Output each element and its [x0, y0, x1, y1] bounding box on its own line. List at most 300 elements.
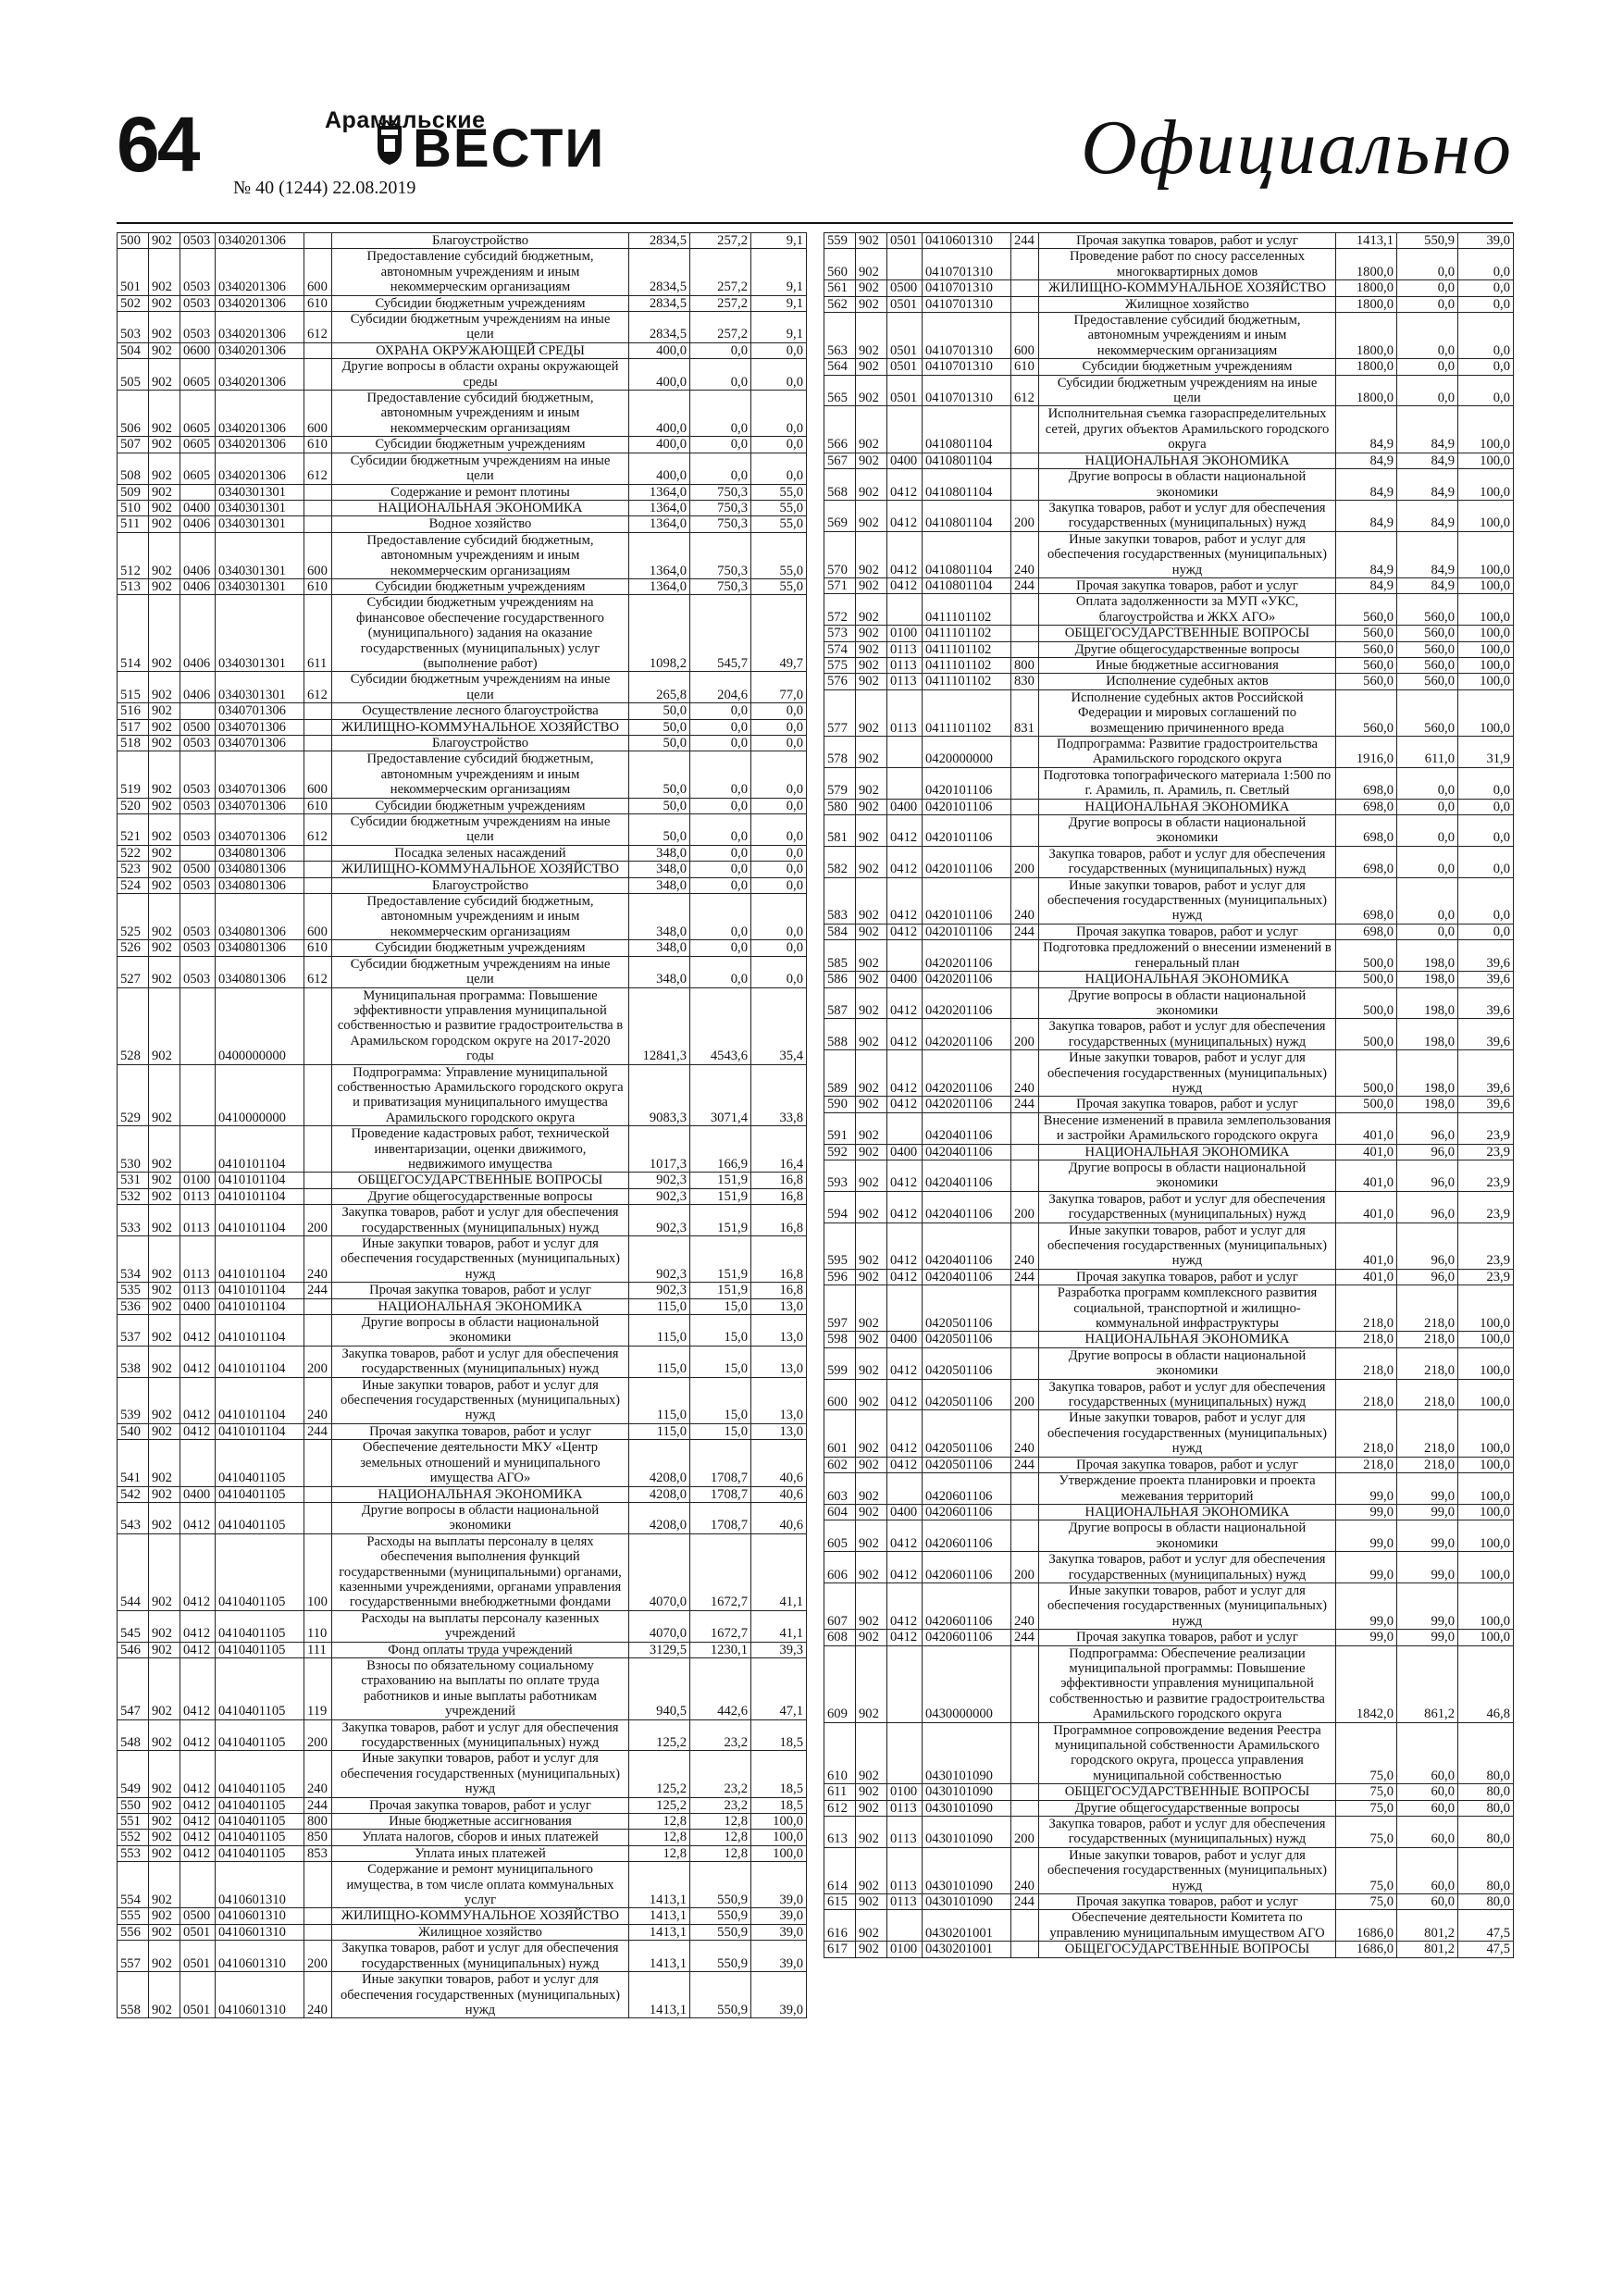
admin-code: 902: [149, 453, 180, 484]
table-row: [824, 1160, 1514, 1191]
target-code: 0420501106: [923, 1285, 1011, 1332]
item-name: Водное хозяйство: [332, 516, 629, 532]
table-row: [824, 641, 1514, 657]
planned-amount: 115,0: [629, 1423, 690, 1439]
expense-type-code: 244: [1011, 1630, 1039, 1645]
admin-code: 902: [856, 280, 887, 296]
expense-type-code: 111: [304, 1642, 332, 1657]
row-number: 554: [118, 1862, 149, 1908]
admin-code: 902: [149, 1315, 180, 1347]
target-code: 0420401106: [923, 1112, 1011, 1144]
item-name: Закупка товаров, работ и услуг для обеспечения государственных (муниципальных) нужд: [1039, 1379, 1336, 1410]
admin-code: 902: [856, 1520, 887, 1552]
row-number: 559: [824, 233, 856, 249]
table-row: [118, 1298, 807, 1314]
row-number: 581: [824, 815, 856, 847]
target-code: 0410801104: [923, 531, 1011, 577]
expense-type-code: 610: [304, 437, 332, 453]
item-name: Субсидии бюджетным учреждениям на иные цели: [332, 672, 629, 703]
table-row: [118, 295, 807, 311]
item-name: Субсидии бюджетным учреждениям: [332, 798, 629, 813]
execution-percent: 0,0: [1458, 767, 1514, 799]
section-code: 0113: [887, 641, 923, 657]
section-code: 0113: [887, 1894, 923, 1910]
item-name: Предоставление субсидий бюджетным, автономным учреждениям и иным некоммерческим организациям: [332, 391, 629, 437]
expense-type-code: [1011, 626, 1039, 641]
item-name: Предоставление субсидий бюджетным, автономным учреждениям и иным некоммерческим организациям: [332, 751, 629, 798]
execution-percent: 0,0: [751, 751, 807, 798]
item-name: Прочая закупка товаров, работ и услуг: [332, 1283, 629, 1298]
executed-amount: 550,9: [690, 1862, 751, 1908]
executed-amount: 84,9: [1397, 577, 1458, 593]
execution-percent: 23,9: [1458, 1160, 1514, 1191]
row-number: 596: [824, 1269, 856, 1285]
expense-type-code: [304, 862, 332, 877]
planned-amount: 902,3: [629, 1173, 690, 1188]
admin-code: 902: [856, 1847, 887, 1893]
admin-code: 902: [856, 1379, 887, 1410]
target-code: 0340801306: [216, 940, 304, 956]
expense-type-code: 244: [304, 1797, 332, 1813]
item-name: Иные закупки товаров, работ и услуг для обеспечения государственных (муниципальных) нужд: [1039, 1582, 1336, 1629]
target-code: 0420201106: [923, 1019, 1011, 1050]
admin-code: 902: [149, 1797, 180, 1813]
item-name: Жилищное хозяйство: [1039, 296, 1336, 312]
planned-amount: 560,0: [1336, 689, 1397, 736]
section-code: [887, 1910, 923, 1942]
table-row: [118, 1377, 807, 1423]
planned-amount: 50,0: [629, 736, 690, 751]
execution-percent: 16,8: [751, 1205, 807, 1236]
row-number: 611: [824, 1784, 856, 1800]
target-code: 0411101102: [923, 626, 1011, 641]
item-name: Иные закупки товаров, работ и услуг для обеспечения государственных (муниципальных) нужд: [1039, 531, 1336, 577]
row-number: 503: [118, 312, 149, 343]
table-row: [118, 342, 807, 358]
planned-amount: 75,0: [1336, 1722, 1397, 1784]
planned-amount: 902,3: [629, 1236, 690, 1283]
execution-percent: 0,0: [751, 703, 807, 719]
section-code: 0406: [180, 672, 216, 703]
executed-amount: 0,0: [690, 798, 751, 813]
admin-code: 902: [149, 249, 180, 295]
admin-code: 902: [149, 233, 180, 249]
item-name: Уплата налогов, сборов и иных платежей: [332, 1830, 629, 1845]
execution-percent: 0,0: [1458, 280, 1514, 296]
target-code: 0420101106: [923, 799, 1011, 814]
item-name: Прочая закупка товаров, работ и услуг: [1039, 577, 1336, 593]
executed-amount: 750,3: [690, 500, 751, 515]
section-code: 0412: [180, 1423, 216, 1439]
planned-amount: 9083,3: [629, 1064, 690, 1126]
expense-type-code: 610: [304, 798, 332, 813]
admin-code: 902: [149, 940, 180, 956]
target-code: 0410101104: [216, 1423, 304, 1439]
target-code: 0420501106: [923, 1332, 1011, 1347]
admin-code: 902: [856, 577, 887, 593]
planned-amount: 12,8: [629, 1814, 690, 1830]
expense-type-code: [304, 359, 332, 391]
row-number: 525: [118, 894, 149, 940]
expense-type-code: [1011, 1160, 1039, 1191]
admin-code: 902: [856, 1942, 887, 1957]
planned-amount: 348,0: [629, 862, 690, 877]
admin-code: 902: [149, 1908, 180, 1924]
admin-code: 902: [856, 1910, 887, 1942]
row-number: 526: [118, 940, 149, 956]
table-row: [118, 1814, 807, 1830]
expense-type-code: 200: [304, 1205, 332, 1236]
page-number: 64: [117, 101, 198, 188]
item-name: Прочая закупка товаров, работ и услуг: [1039, 1269, 1336, 1285]
item-name: Подпрограмма: Развитие градостроительства Арамильского городского округа: [1039, 737, 1336, 768]
section-code: 0412: [887, 1347, 923, 1379]
planned-amount: 125,2: [629, 1751, 690, 1797]
section-code: [180, 1440, 216, 1486]
section-code: 0400: [887, 1504, 923, 1520]
execution-percent: 39,6: [1458, 940, 1514, 972]
execution-percent: 80,0: [1458, 1847, 1514, 1893]
row-number: 534: [118, 1236, 149, 1283]
executed-amount: 0,0: [1397, 296, 1458, 312]
executed-amount: 0,0: [1397, 313, 1458, 359]
expense-type-code: 600: [1011, 313, 1039, 359]
section-code: 0400: [887, 799, 923, 814]
execution-percent: 33,8: [751, 1064, 807, 1126]
planned-amount: 99,0: [1336, 1504, 1397, 1520]
target-code: 0430101090: [923, 1800, 1011, 1816]
executed-amount: 96,0: [1397, 1191, 1458, 1222]
executed-amount: 15,0: [690, 1423, 751, 1439]
table-row: [824, 1332, 1514, 1347]
table-row: [118, 798, 807, 813]
row-number: 590: [824, 1097, 856, 1112]
target-code: 0410601310: [216, 1862, 304, 1908]
row-number: 608: [824, 1630, 856, 1645]
executed-amount: 99,0: [1397, 1520, 1458, 1552]
admin-code: 902: [856, 594, 887, 626]
executed-amount: 12,8: [690, 1830, 751, 1845]
item-name: Утверждение проекта планировки и проекта межевания территорий: [1039, 1473, 1336, 1505]
planned-amount: 1098,2: [629, 595, 690, 672]
target-code: 0420101106: [923, 815, 1011, 847]
executed-amount: 560,0: [1397, 674, 1458, 689]
row-number: 550: [118, 1797, 149, 1813]
expense-type-code: [1011, 815, 1039, 847]
execution-percent: 100,0: [1458, 657, 1514, 673]
item-name: Субсидии бюджетным учреждениям на финансовое обеспечение государственного (муниципального) задания на оказание государственных (муниципальных) услуг (выполнение работ): [332, 595, 629, 672]
item-name: Иные бюджетные ассигнования: [1039, 657, 1336, 673]
target-code: 0340201306: [216, 453, 304, 484]
expense-type-code: [1011, 1285, 1039, 1332]
table-row: [118, 1908, 807, 1924]
executed-amount: 218,0: [1397, 1347, 1458, 1379]
section-code: [887, 737, 923, 768]
item-name: Подготовка предложений о внесении изменений в генеральный план: [1039, 940, 1336, 972]
admin-code: 902: [856, 799, 887, 814]
item-name: Другие вопросы в области охраны окружающей среды: [332, 359, 629, 391]
executed-amount: 23,2: [690, 1719, 751, 1751]
item-name: Иные бюджетные ассигнования: [332, 1814, 629, 1830]
execution-percent: 0,0: [751, 342, 807, 358]
planned-amount: 1800,0: [1336, 296, 1397, 312]
execution-percent: 100,0: [1458, 1347, 1514, 1379]
item-name: ЖИЛИЩНО-КОММУНАЛЬНОЕ ХОЗЯЙСТВО: [332, 719, 629, 735]
execution-percent: 9,1: [751, 312, 807, 343]
expense-type-code: [1011, 972, 1039, 987]
table-row: [824, 1379, 1514, 1410]
target-code: 0410801104: [923, 469, 1011, 501]
section-code: 0605: [180, 437, 216, 453]
planned-amount: 3129,5: [629, 1642, 690, 1657]
table-row: [118, 987, 807, 1064]
planned-amount: 4208,0: [629, 1486, 690, 1502]
planned-amount: 84,9: [1336, 469, 1397, 501]
admin-code: 902: [149, 1830, 180, 1845]
item-name: Прочая закупка товаров, работ и услуг: [1039, 1457, 1336, 1472]
section-code: 0412: [180, 1315, 216, 1347]
execution-percent: 80,0: [1458, 1722, 1514, 1784]
admin-code: 902: [149, 1941, 180, 1972]
executed-amount: 560,0: [1397, 594, 1458, 626]
executed-amount: 0,0: [1397, 877, 1458, 924]
item-name: Субсидии бюджетным учреждениям: [332, 940, 629, 956]
planned-amount: 698,0: [1336, 877, 1397, 924]
item-name: Прочая закупка товаров, работ и услуг: [1039, 924, 1336, 939]
row-number: 594: [824, 1191, 856, 1222]
target-code: 0420000000: [923, 737, 1011, 768]
section-code: [180, 703, 216, 719]
executed-amount: 151,9: [690, 1283, 751, 1298]
row-number: 557: [118, 1941, 149, 1972]
table-row: [824, 987, 1514, 1019]
table-row: [118, 1924, 807, 1940]
planned-amount: 265,8: [629, 672, 690, 703]
admin-code: 902: [149, 1173, 180, 1188]
execution-percent: 100,0: [1458, 1520, 1514, 1552]
expense-type-code: [304, 516, 332, 532]
planned-amount: 1364,0: [629, 532, 690, 578]
table-row: [118, 1533, 807, 1610]
section-code: [887, 1285, 923, 1332]
planned-amount: 560,0: [1336, 641, 1397, 657]
expense-type-code: 612: [304, 956, 332, 987]
expense-type-code: [304, 1502, 332, 1533]
target-code: 0340201306: [216, 437, 304, 453]
expense-type-code: [1011, 987, 1039, 1019]
section-code: 0400: [887, 453, 923, 468]
admin-code: 902: [149, 1064, 180, 1126]
target-code: 0340801306: [216, 956, 304, 987]
expense-type-code: [304, 719, 332, 735]
admin-code: 902: [149, 1486, 180, 1502]
planned-amount: 400,0: [629, 342, 690, 358]
expense-type-code: 600: [304, 751, 332, 798]
logo-title-main: ВЕСТИ: [413, 118, 606, 179]
table-row: [118, 1188, 807, 1204]
executed-amount: 0,0: [1397, 924, 1458, 939]
target-code: 0410401105: [216, 1610, 304, 1642]
table-row: [824, 924, 1514, 939]
execution-percent: 55,0: [751, 516, 807, 532]
section-code: 0412: [887, 877, 923, 924]
row-number: 616: [824, 1910, 856, 1942]
target-code: 0411101102: [923, 657, 1011, 673]
admin-code: 902: [856, 737, 887, 768]
row-number: 556: [118, 1924, 149, 1940]
executed-amount: 560,0: [1397, 689, 1458, 736]
table-row: [118, 484, 807, 500]
row-number: 572: [824, 594, 856, 626]
execution-percent: 35,4: [751, 987, 807, 1064]
planned-amount: 99,0: [1336, 1582, 1397, 1629]
executed-amount: 4543,6: [690, 987, 751, 1064]
target-code: 0420201106: [923, 987, 1011, 1019]
executed-amount: 15,0: [690, 1346, 751, 1377]
execution-percent: 100,0: [1458, 1630, 1514, 1645]
execution-percent: 80,0: [1458, 1894, 1514, 1910]
table-row: [118, 1972, 807, 2018]
item-name: Проведение кадастровых работ, технической инвентаризации, оценки движимого, недвижимого имущества: [332, 1126, 629, 1173]
admin-code: 902: [856, 1097, 887, 1112]
item-name: Подпрограмма: Управление муниципальной собственностью Арамильского городского округа и приватизация муниципального имущества Арамильского городского округа: [332, 1064, 629, 1126]
executed-amount: 99,0: [1397, 1504, 1458, 1520]
row-number: 542: [118, 1486, 149, 1502]
item-name: Иные закупки товаров, работ и услуг для обеспечения государственных (муниципальных) нужд: [1039, 1847, 1336, 1893]
budget-table-left: [117, 232, 807, 2018]
row-number: 546: [118, 1642, 149, 1657]
planned-amount: 75,0: [1336, 1894, 1397, 1910]
expense-type-code: 244: [304, 1283, 332, 1298]
expense-type-code: 830: [1011, 674, 1039, 689]
execution-percent: 9,1: [751, 233, 807, 249]
row-number: 514: [118, 595, 149, 672]
expense-type-code: 200: [304, 1941, 332, 1972]
item-name: Субсидии бюджетным учреждениям на иные цели: [332, 453, 629, 484]
table-row: [824, 1112, 1514, 1144]
section-code: [180, 1064, 216, 1126]
expense-type-code: [1011, 280, 1039, 296]
execution-percent: 100,0: [1458, 689, 1514, 736]
admin-code: 902: [856, 987, 887, 1019]
section-code: 0412: [887, 1520, 923, 1552]
executed-amount: 1708,7: [690, 1502, 751, 1533]
planned-amount: 348,0: [629, 956, 690, 987]
planned-amount: 1413,1: [629, 1972, 690, 2018]
executed-amount: 198,0: [1397, 1097, 1458, 1112]
planned-amount: 4208,0: [629, 1440, 690, 1486]
item-name: Субсидии бюджетным учреждениям на иные цели: [1039, 375, 1336, 406]
admin-code: 902: [149, 578, 180, 594]
item-name: Прочая закупка товаров, работ и услуг: [332, 1423, 629, 1439]
row-number: 564: [824, 359, 856, 375]
expense-type-code: [1011, 1800, 1039, 1816]
section-code: 0412: [180, 1502, 216, 1533]
table-row: [118, 1423, 807, 1439]
planned-amount: 698,0: [1336, 924, 1397, 939]
expense-type-code: [1011, 940, 1039, 972]
admin-code: 902: [149, 894, 180, 940]
planned-amount: 218,0: [1336, 1379, 1397, 1410]
section-code: 0412: [887, 1097, 923, 1112]
admin-code: 902: [856, 1285, 887, 1332]
row-number: 528: [118, 987, 149, 1064]
table-row: [824, 1019, 1514, 1050]
section-code: 0100: [180, 1173, 216, 1188]
planned-amount: 12,8: [629, 1830, 690, 1845]
execution-percent: 23,9: [1458, 1191, 1514, 1222]
execution-percent: 0,0: [751, 453, 807, 484]
table-row: [824, 1347, 1514, 1379]
expense-type-code: 240: [1011, 1847, 1039, 1893]
item-name: Муниципальная программа: Повышение эффективности управления муниципальной собственностью и развитие градостроительства в Арамильском городском округе на 2017-2020 годы: [332, 987, 629, 1064]
admin-code: 902: [856, 1160, 887, 1191]
target-code: 0420201106: [923, 972, 1011, 987]
item-name: Исполнение судебных актов Российской Федерации и мировых соглашений по возмещению причиненного вреда: [1039, 689, 1336, 736]
table-row: [118, 595, 807, 672]
planned-amount: 1364,0: [629, 484, 690, 500]
execution-percent: 0,0: [1458, 296, 1514, 312]
section-code: 0501: [887, 359, 923, 375]
row-number: 601: [824, 1410, 856, 1457]
executed-amount: 15,0: [690, 1298, 751, 1314]
expense-type-code: [304, 1298, 332, 1314]
target-code: 0420601106: [923, 1473, 1011, 1505]
execution-percent: 100,0: [1458, 1457, 1514, 1472]
section-code: 0503: [180, 894, 216, 940]
executed-amount: 257,2: [690, 295, 751, 311]
target-code: 0420401106: [923, 1144, 1011, 1160]
table-row: [118, 1283, 807, 1298]
section-code: 0412: [180, 1719, 216, 1751]
expense-type-code: [304, 1440, 332, 1486]
planned-amount: 1800,0: [1336, 359, 1397, 375]
table-row: [118, 500, 807, 515]
section-code: 0412: [887, 531, 923, 577]
admin-code: 902: [856, 1645, 887, 1722]
expense-type-code: 612: [304, 312, 332, 343]
row-number: 563: [824, 313, 856, 359]
target-code: 0410701310: [923, 313, 1011, 359]
admin-code: 902: [149, 1502, 180, 1533]
target-code: 0430101090: [923, 1847, 1011, 1893]
item-name: Субсидии бюджетным учреждениям: [1039, 359, 1336, 375]
planned-amount: 1800,0: [1336, 280, 1397, 296]
section-code: 0412: [887, 1222, 923, 1269]
row-number: 606: [824, 1552, 856, 1583]
expense-type-code: [1011, 1722, 1039, 1784]
expense-type-code: 240: [304, 1972, 332, 2018]
executed-amount: 0,0: [690, 437, 751, 453]
table-row: [118, 751, 807, 798]
execution-percent: 100,0: [1458, 531, 1514, 577]
row-number: 535: [118, 1283, 149, 1298]
table-row: [118, 672, 807, 703]
row-number: 605: [824, 1520, 856, 1552]
target-code: 0340301301: [216, 672, 304, 703]
executed-amount: 0,0: [690, 845, 751, 861]
section-code: 0412: [887, 577, 923, 593]
row-number: 529: [118, 1064, 149, 1126]
target-code: 0420601106: [923, 1552, 1011, 1583]
execution-percent: 80,0: [1458, 1800, 1514, 1816]
planned-amount: 115,0: [629, 1315, 690, 1347]
admin-code: 902: [856, 626, 887, 641]
execution-percent: 100,0: [1458, 674, 1514, 689]
row-number: 612: [824, 1800, 856, 1816]
planned-amount: 2834,5: [629, 312, 690, 343]
admin-code: 902: [856, 313, 887, 359]
